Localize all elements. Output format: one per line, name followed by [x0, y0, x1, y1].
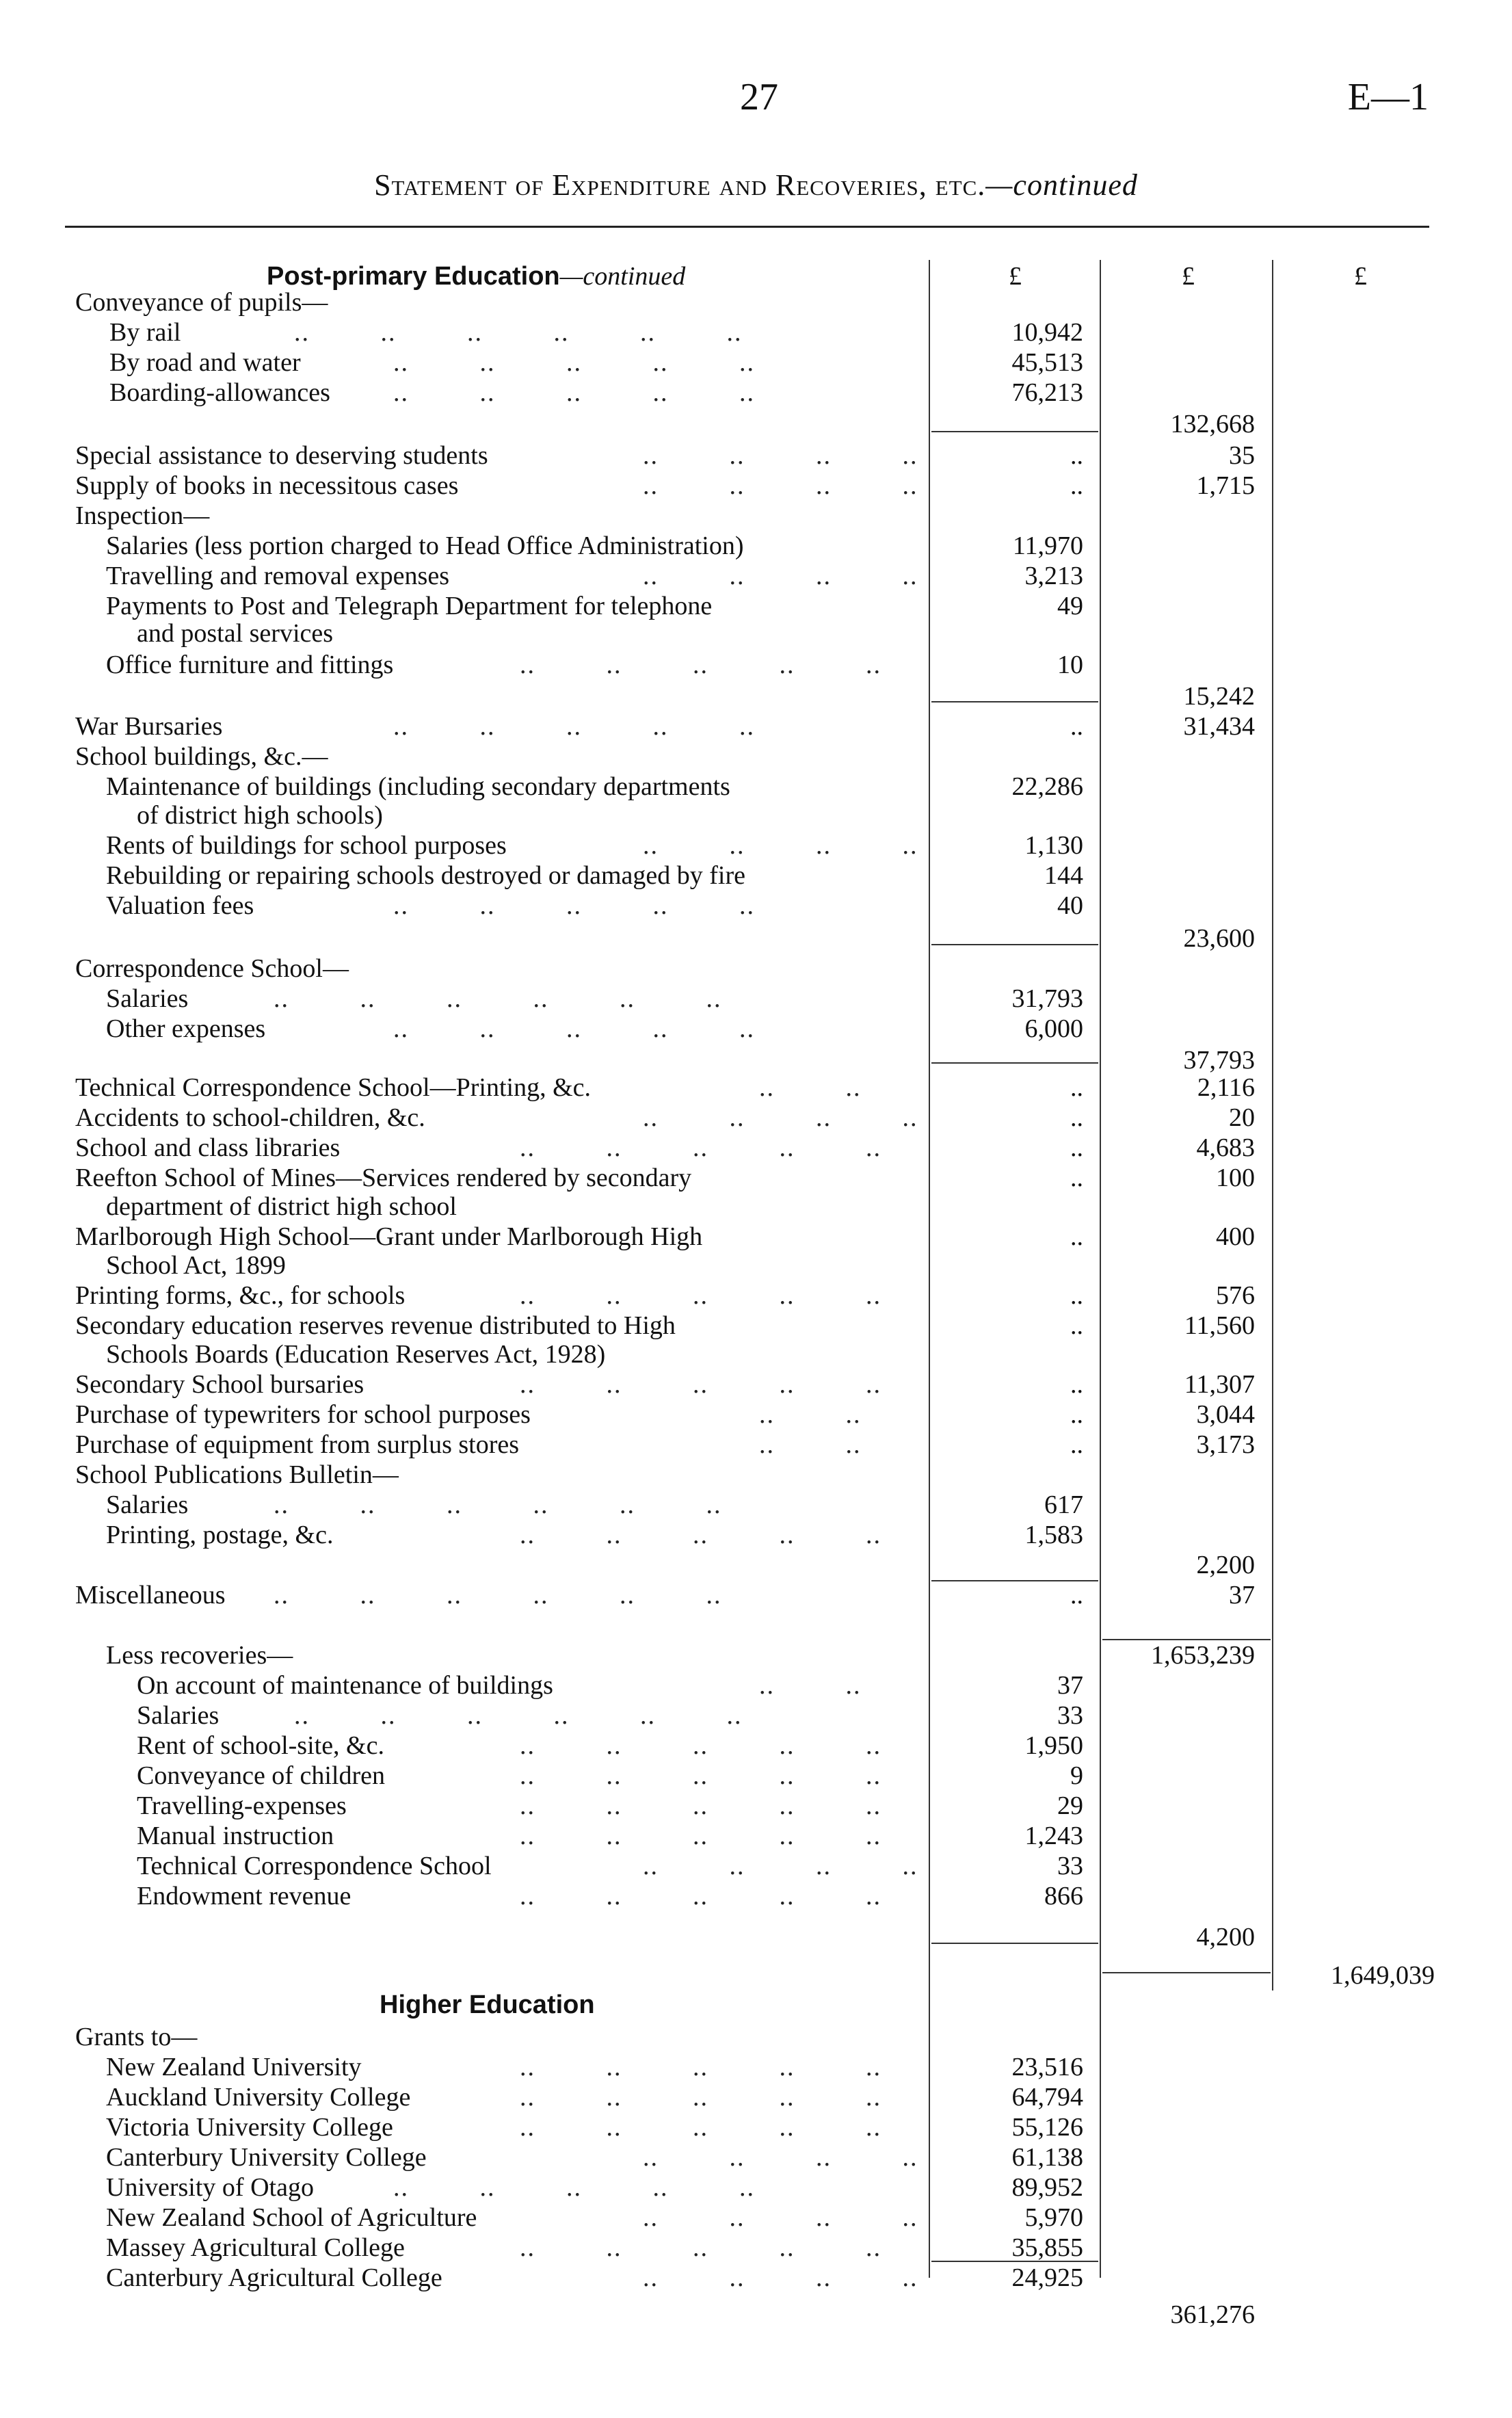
- row-label: New Zealand University: [106, 2053, 362, 2081]
- amount-col2: 4,683: [1196, 1133, 1255, 1162]
- table-row: [0, 1881, 1512, 1911]
- row-label: Rent of school-site, &c.: [137, 1731, 384, 1760]
- row-label: Victoria University College: [106, 2113, 393, 2142]
- row-label: New Zealand School of Agriculture: [106, 2203, 477, 2232]
- section-suffix: —continued: [559, 262, 686, 291]
- leader-dots: .. .. .. .. ..: [520, 1281, 881, 1310]
- table-row: [0, 591, 1512, 621]
- table-row: [0, 1520, 1512, 1550]
- leader-dots: .. .. .. .. .. ..: [274, 984, 722, 1013]
- subtotal-row: [0, 681, 1512, 711]
- row-label: Schools Boards (Education Reserves Act, 1928): [106, 1340, 606, 1369]
- table-row: [0, 317, 1512, 347]
- amount-col1: 37: [1057, 1671, 1083, 1700]
- table-row: [0, 1369, 1512, 1399]
- row-label: Travelling and removal expenses: [106, 562, 449, 590]
- row-label: Valuation fees: [106, 891, 254, 920]
- table-row: [0, 1851, 1512, 1881]
- table-row: [0, 347, 1512, 378]
- row-label: Rents of buildings for school purposes: [106, 831, 507, 860]
- page-number: 27: [740, 76, 778, 118]
- row-label: Printing, postage, &c.: [106, 1521, 334, 1549]
- table-row: [0, 1311, 1512, 1341]
- row-label: By rail: [109, 318, 181, 347]
- leader-dots: .. .. .. ..: [643, 1852, 918, 1880]
- table-row: [0, 860, 1512, 891]
- amount-col1: 89,952: [1011, 2173, 1083, 2202]
- pound-header-col3: £: [1354, 262, 1367, 291]
- leader-dots: .. .. .. .. ..: [520, 1822, 881, 1850]
- leader-dots: .. .. .. ..: [643, 2143, 918, 2172]
- table-row: [0, 2022, 1512, 2052]
- row-label: Secondary School bursaries: [75, 1370, 364, 1399]
- leader-dots: .. .. .. ..: [643, 562, 918, 590]
- amount-col1: ..: [1070, 1281, 1083, 1310]
- table-row: [0, 2112, 1512, 2142]
- row-label: School buildings, &c.—: [75, 742, 328, 771]
- section-name: Post-primary Education: [267, 262, 560, 291]
- table-row: [0, 891, 1512, 921]
- leader-dots: .. .. .. ..: [643, 441, 918, 470]
- table-row: [0, 1192, 1512, 1222]
- amount-col2: 20: [1229, 1103, 1255, 1132]
- leader-dots: .. .. .. ..: [643, 2263, 918, 2292]
- row-label: Grants to—: [75, 2023, 198, 2051]
- amount-col1: ..: [1070, 1103, 1083, 1132]
- table-row: [0, 618, 1512, 648]
- leader-dots: .. .. .. .. ..: [520, 1791, 881, 1820]
- row-label: Purchase of typewriters for school purposes: [75, 1400, 531, 1429]
- amount-col1: ..: [1070, 712, 1083, 741]
- amount-col2: 361,276: [1170, 2300, 1255, 2329]
- row-label: Salaries: [106, 1490, 189, 1519]
- leader-dots: .. ..: [759, 1400, 862, 1429]
- row-label: Conveyance of children: [137, 1761, 385, 1790]
- row-label: Massey Agricultural College: [106, 2233, 405, 2262]
- amount-col2: 37: [1229, 1581, 1255, 1609]
- amount-col1: 1,583: [1024, 1521, 1083, 1549]
- table-row: [0, 1014, 1512, 1044]
- table-row: [0, 287, 1512, 317]
- leader-dots: .. .. .. .. ..: [393, 712, 755, 741]
- table-row: [0, 378, 1512, 408]
- table-row: [0, 1460, 1512, 1490]
- amount-col1: 1,243: [1024, 1822, 1083, 1850]
- row-label: and postal services: [137, 619, 334, 648]
- leader-dots: .. .. .. ..: [643, 1103, 918, 1132]
- row-label: Canterbury Agricultural College: [106, 2263, 442, 2292]
- amount-col1: ..: [1070, 471, 1083, 500]
- table-row: [0, 1640, 1512, 1670]
- amount-col2: 1,653,239: [1151, 1641, 1255, 1670]
- leader-dots: .. .. .. .. ..: [520, 1133, 881, 1162]
- leader-dots: .. .. .. .. ..: [393, 348, 755, 377]
- amount-col1: 49: [1057, 592, 1083, 620]
- amount-col2: 11,560: [1184, 1311, 1255, 1340]
- table-row: [0, 1580, 1512, 1610]
- row-label: Purchase of equipment from surplus stores: [75, 1430, 520, 1459]
- amount-col1: ..: [1070, 1370, 1083, 1399]
- pound-header-col1: £: [1009, 262, 1022, 291]
- table-row: [0, 1430, 1512, 1460]
- table-row: [0, 561, 1512, 591]
- row-label: Boarding-allowances: [109, 378, 330, 407]
- row-label: Salaries (less portion charged to Head Office Administration): [106, 531, 744, 560]
- amount-col2: 2,116: [1197, 1073, 1255, 1102]
- amount-col1: 29: [1057, 1791, 1083, 1820]
- subtotal-row: [0, 923, 1512, 954]
- row-label: Travelling-expenses: [137, 1791, 347, 1820]
- row-label: Maintenance of buildings (including secondary departments: [106, 772, 730, 801]
- table-row: [0, 1250, 1512, 1280]
- row-label: School Act, 1899: [106, 1251, 286, 1280]
- amount-col1: 9: [1070, 1761, 1083, 1790]
- amount-col2: 23,600: [1183, 924, 1255, 953]
- row-label: Technical Correspondence School—Printing, &c.: [75, 1073, 591, 1102]
- amount-col2: 1,715: [1196, 471, 1255, 500]
- leader-dots: .. .. .. .. ..: [520, 2233, 881, 2262]
- row-label: War Bursaries: [75, 712, 223, 741]
- amount-col1: 33: [1057, 1852, 1083, 1880]
- table-row: [0, 800, 1512, 830]
- subtotal-row: [0, 1550, 1512, 1580]
- table-row: [0, 772, 1512, 802]
- amount-col1: ..: [1070, 1133, 1083, 1162]
- table-row: [0, 1133, 1512, 1163]
- amount-col1: 55,126: [1011, 2113, 1083, 2142]
- amount-col2: 31,434: [1183, 712, 1255, 741]
- amount-col1: 24,925: [1011, 2263, 1083, 2292]
- amount-col1: 76,213: [1011, 378, 1083, 407]
- amount-col1: 22,286: [1011, 772, 1083, 801]
- amount-col2: 11,307: [1184, 1370, 1255, 1399]
- row-label: School and class libraries: [75, 1133, 341, 1162]
- leader-dots: .. .. .. .. ..: [520, 1370, 881, 1399]
- amount-col1: ..: [1070, 1430, 1083, 1459]
- title-suffix: —continued: [985, 168, 1138, 202]
- leader-dots: .. .. .. .. ..: [393, 891, 755, 920]
- row-label: Conveyance of pupils—: [75, 288, 328, 317]
- row-label: Endowment revenue: [137, 1882, 352, 1910]
- row-label: Manual instruction: [137, 1822, 334, 1850]
- table-row: [0, 1490, 1512, 1520]
- amount-col1: 35,855: [1011, 2233, 1083, 2262]
- table-row: [0, 2052, 1512, 2082]
- row-label: Rebuilding or repairing schools destroyed or damaged by fire: [106, 861, 745, 890]
- table-row: [0, 1670, 1512, 1700]
- amount-col1: 45,513: [1011, 348, 1083, 377]
- table-row: [0, 650, 1512, 680]
- row-label: School Publications Bulletin—: [75, 1460, 399, 1489]
- amount-col1: ..: [1070, 1164, 1083, 1192]
- leader-dots: .. .. .. .. ..: [393, 1014, 755, 1043]
- amount-col1: 10,942: [1011, 318, 1083, 347]
- leader-dots: .. .. .. ..: [643, 2203, 918, 2232]
- amount-col2: 100: [1216, 1164, 1255, 1192]
- subtotal-row: [0, 1922, 1512, 1952]
- leader-dots: .. .. .. .. ..: [520, 1882, 881, 1910]
- table-row: [0, 501, 1512, 531]
- row-label: Other expenses: [106, 1014, 266, 1043]
- row-label: Supply of books in necessitous cases: [75, 471, 459, 500]
- amount-col2: 3,044: [1196, 1400, 1255, 1429]
- table-row: [0, 741, 1512, 772]
- amount-col1: ..: [1070, 1222, 1083, 1251]
- amount-col1: 5,970: [1024, 2203, 1083, 2232]
- row-label: Canterbury University College: [106, 2143, 427, 2172]
- leader-dots: .. .. .. .. ..: [520, 1521, 881, 1549]
- amount-col2: 4,200: [1196, 1923, 1255, 1952]
- row-label: department of district high school: [106, 1192, 457, 1221]
- table-row: [0, 1073, 1512, 1103]
- row-label: Office furniture and fittings: [106, 651, 394, 679]
- amount-col3: 1,649,039: [1331, 1961, 1435, 1990]
- amount-col1: ..: [1070, 1073, 1083, 1102]
- leader-dots: .. .. .. .. ..: [520, 2113, 881, 2142]
- table-row: [0, 1761, 1512, 1791]
- amount-col1: 11,970: [1012, 531, 1083, 560]
- amount-col1: 64,794: [1011, 2083, 1083, 2112]
- row-label: Correspondence School—: [75, 954, 349, 983]
- table-row: [0, 1399, 1512, 1430]
- row-label: Reefton School of Mines—Services rendered by secondary: [75, 1164, 692, 1192]
- amount-col2: 35: [1229, 441, 1255, 470]
- subtotal-row: [0, 1045, 1512, 1075]
- amount-col2: 15,242: [1183, 682, 1255, 711]
- subtotal-row: [0, 2300, 1512, 2330]
- table-row: [0, 2172, 1512, 2203]
- leader-dots: .. ..: [759, 1073, 862, 1102]
- amount-col1: 10: [1057, 651, 1083, 679]
- grand-total-row: [0, 1960, 1512, 1990]
- top-rule: [65, 226, 1429, 228]
- amount-col1: ..: [1070, 441, 1083, 470]
- table-row: [0, 1791, 1512, 1821]
- amount-col2: 3,173: [1196, 1430, 1255, 1459]
- table-row: [0, 2263, 1512, 2293]
- amount-col2: 37,793: [1183, 1046, 1255, 1075]
- table-row: [0, 1280, 1512, 1311]
- leader-dots: .. .. .. .. ..: [520, 1761, 881, 1790]
- table-row: [0, 2082, 1512, 2112]
- table-row: [0, 954, 1512, 984]
- table-row: [0, 2233, 1512, 2263]
- row-label: of district high schools): [137, 801, 383, 830]
- amount-col1: 1,950: [1024, 1731, 1083, 1760]
- amount-col1: 31,793: [1011, 984, 1083, 1013]
- row-label: Inspection—: [75, 501, 210, 530]
- document-reference: E—1: [1347, 76, 1429, 118]
- leader-dots: .. .. .. .. .. ..: [274, 1490, 722, 1519]
- table-row: [0, 711, 1512, 741]
- table-row: [0, 2203, 1512, 2233]
- row-label: Less recoveries—: [106, 1641, 293, 1670]
- title-main: Statement of Expenditure and Recoveries, etc.: [374, 168, 986, 202]
- amount-col1: 144: [1044, 861, 1083, 890]
- amount-col1: ..: [1070, 1581, 1083, 1609]
- row-label: Secondary education reserves revenue distributed to High: [75, 1311, 676, 1340]
- row-label: Payments to Post and Telegraph Department for telephone: [106, 592, 713, 620]
- amount-col1: 6,000: [1024, 1014, 1083, 1043]
- table-row: [0, 1339, 1512, 1369]
- row-label: Salaries: [106, 984, 189, 1013]
- row-label: Special assistance to deserving students: [75, 441, 488, 470]
- amount-col1: 61,138: [1011, 2143, 1083, 2172]
- table-row: [0, 984, 1512, 1014]
- leader-dots: .. .. .. ..: [643, 471, 918, 500]
- amount-col1: 866: [1044, 1882, 1083, 1910]
- amount-col1: 40: [1057, 891, 1083, 920]
- amount-col2: 400: [1216, 1222, 1255, 1251]
- amount-col1: 617: [1044, 1490, 1083, 1519]
- table-row: [0, 471, 1512, 501]
- row-label: Accidents to school-children, &c.: [75, 1103, 425, 1132]
- leader-dots: .. .. .. .. .. ..: [294, 318, 743, 347]
- amount-col1: 3,213: [1024, 562, 1083, 590]
- amount-col1: 33: [1057, 1701, 1083, 1730]
- table-row: [0, 830, 1512, 860]
- amount-col1: 1,130: [1024, 831, 1083, 860]
- pound-header-col2: £: [1182, 262, 1195, 291]
- table-row: [0, 1103, 1512, 1133]
- leader-dots: .. ..: [759, 1671, 862, 1700]
- table-row: [0, 1731, 1512, 1761]
- amount-col2: 2,200: [1196, 1551, 1255, 1579]
- table-row: [0, 1700, 1512, 1731]
- row-label: By road and water: [109, 348, 301, 377]
- row-label: University of Otago: [106, 2173, 314, 2202]
- amount-col1: 23,516: [1011, 2053, 1083, 2081]
- table-row: [0, 2142, 1512, 2172]
- leader-dots: .. .. .. .. ..: [393, 378, 755, 407]
- row-label: Salaries: [137, 1701, 220, 1730]
- row-label: Technical Correspondence School: [137, 1852, 492, 1880]
- table-row: [0, 441, 1512, 471]
- leader-dots: .. .. .. .. .. ..: [274, 1581, 722, 1609]
- leader-dots: .. .. .. .. ..: [393, 2173, 755, 2202]
- section-heading-higher: Higher Education: [380, 1990, 595, 2019]
- amount-col1: ..: [1070, 1400, 1083, 1429]
- table-row: [0, 1163, 1512, 1193]
- table-row: [0, 1222, 1512, 1252]
- leader-dots: .. .. .. ..: [643, 831, 918, 860]
- amount-col2: 132,668: [1170, 410, 1255, 438]
- table-row: [0, 1821, 1512, 1851]
- leader-dots: .. .. .. .. ..: [520, 2053, 881, 2081]
- amount-col1: ..: [1070, 1311, 1083, 1340]
- row-label: Marlborough High School—Grant under Marlborough High: [75, 1222, 703, 1251]
- leader-dots: .. .. .. .. ..: [520, 651, 881, 679]
- row-label: Miscellaneous: [75, 1581, 226, 1609]
- statement-title: [0, 168, 1512, 202]
- row-label: Printing forms, &c., for schools: [75, 1281, 406, 1310]
- table-row: [0, 531, 1512, 561]
- subtotal-row: [0, 409, 1512, 439]
- row-label: On account of maintenance of buildings: [137, 1671, 553, 1700]
- amount-col2: 576: [1216, 1281, 1255, 1310]
- leader-dots: .. .. .. .. ..: [520, 1731, 881, 1760]
- leader-dots: .. ..: [759, 1430, 862, 1459]
- leader-dots: .. .. .. .. .. ..: [294, 1701, 743, 1730]
- leader-dots: .. .. .. .. ..: [520, 2083, 881, 2112]
- row-label: Auckland University College: [106, 2083, 411, 2112]
